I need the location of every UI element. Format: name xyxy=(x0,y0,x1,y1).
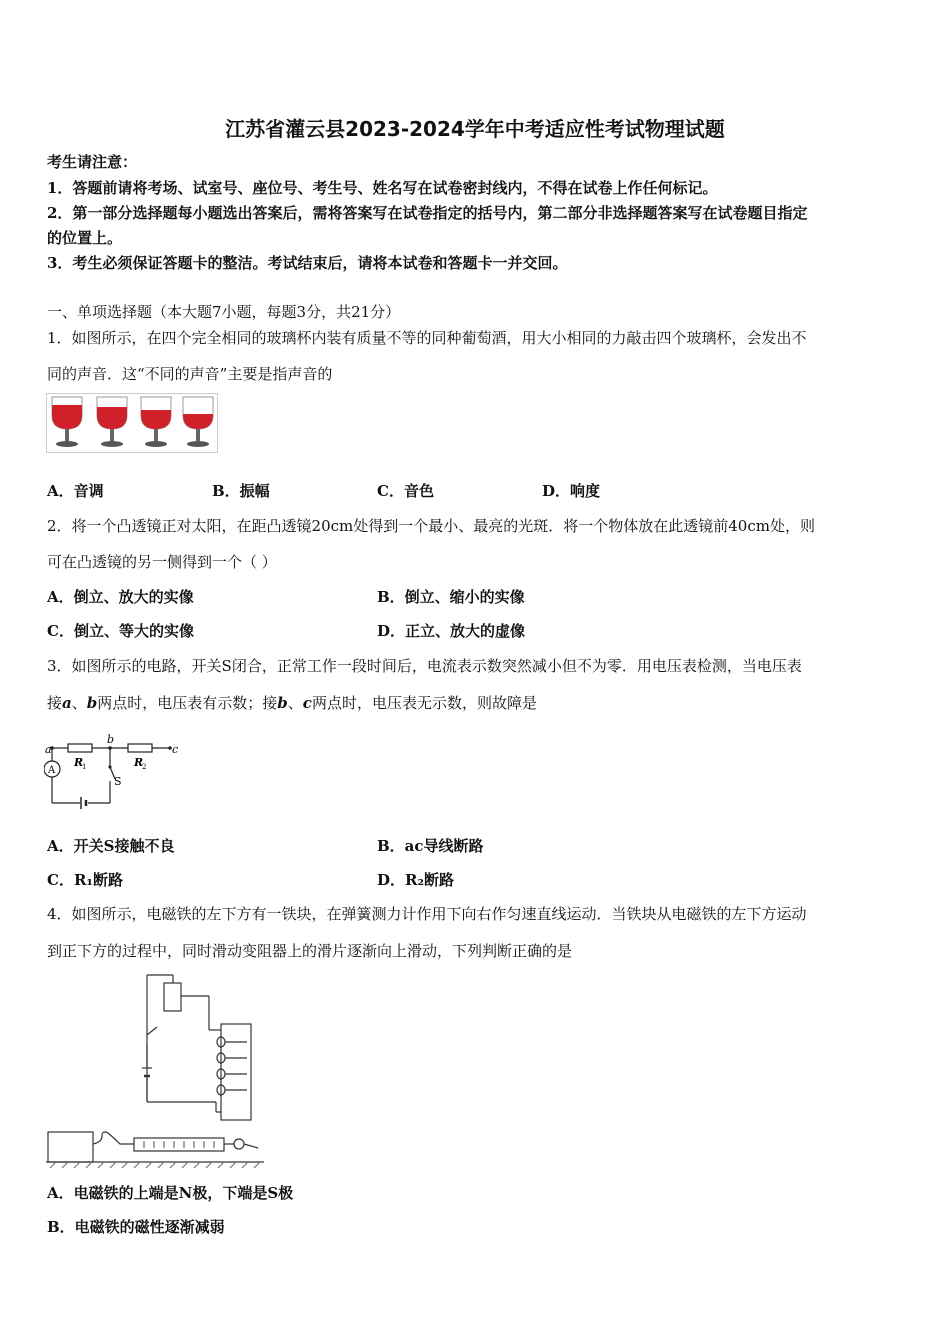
option-c: C．音色 xyxy=(377,482,434,500)
option-d: D．响度 xyxy=(542,482,601,500)
svg-text:a: a xyxy=(45,743,52,756)
svg-text:S: S xyxy=(114,775,122,788)
option-b: B．ac导线断路 xyxy=(377,837,484,855)
wine-glasses-figure xyxy=(46,393,218,453)
notice-item: 的位置上。 xyxy=(47,229,123,247)
question-4-text: 4．如图所示，电磁铁的左下方有一铁块，在弹簧测力计作用下向右作匀速直线运动．当铁块从电磁铁的左下方运动 xyxy=(47,905,807,923)
spring-scale xyxy=(134,1138,224,1151)
wine-glass-3 xyxy=(141,397,171,447)
notice-item: 1．答题前请将考场、试室号、座位号、考生号、姓名写在试卷密封线内，不得在试卷上作任何标记。 xyxy=(47,179,718,197)
section-heading: 一、单项选择题（本大题7小题，每题3分，共21分） xyxy=(47,303,401,321)
iron-block xyxy=(48,1132,93,1162)
wine-glass-1 xyxy=(52,397,82,447)
wine-glass-2 xyxy=(97,397,127,447)
svg-text:R: R xyxy=(134,756,144,769)
option-a: A．电磁铁的上端是N极，下端是S极 xyxy=(47,1184,294,1202)
question-2-text: 2．将一个凸透镜正对太阳，在距凸透镜20cm处得到一个最小、最亮的光斑．将一个物体放在此透镜前40cm处，则 xyxy=(47,517,815,535)
question-4-text: 到正下方的过程中，同时滑动变阻器上的滑片逐渐向上滑动，下列判断正确的是 xyxy=(47,942,573,960)
electromagnet-figure xyxy=(44,972,270,1172)
notice-item: 3．考生必须保证答题卡的整洁。考试结束后，请将本试卷和答题卡一并交回。 xyxy=(47,254,568,272)
option-a: A．音调 xyxy=(47,482,104,500)
option-b: B．振幅 xyxy=(212,482,270,500)
svg-text:R: R xyxy=(74,756,84,769)
option-b: B．倒立、缩小的实像 xyxy=(377,588,525,606)
svg-text:A: A xyxy=(48,765,56,776)
option-a: A．开关S接触不良 xyxy=(47,837,175,855)
notice-heading: 考生请注意： xyxy=(47,153,138,171)
option-a: A．倒立、放大的实像 xyxy=(47,588,194,606)
option-d: D．正立、放大的虚像 xyxy=(377,622,526,640)
svg-text:2: 2 xyxy=(142,763,147,771)
resistor-r2 xyxy=(128,744,152,752)
option-c: C．R₁断路 xyxy=(47,871,123,889)
resistor-r1 xyxy=(68,744,92,752)
question-3-text: 3．如图所示的电路，开关S闭合，正常工作一段时间后，电流表示数突然减小但不为零．用电压表检测，当电压表 xyxy=(47,657,802,675)
svg-text:1: 1 xyxy=(82,763,87,771)
circuit-diagram xyxy=(44,725,179,817)
question-1-text: 同的声音．这“不同的声音”主要是指声音的 xyxy=(47,365,333,383)
wine-glass-4 xyxy=(183,397,213,447)
option-c: C．倒立、等大的实像 xyxy=(47,622,194,640)
electromagnet xyxy=(221,1024,251,1120)
question-3-text: 接a、b两点时，电压表有示数；接b、c两点时，电压表无示数，则故障是 xyxy=(47,694,537,712)
svg-text:b: b xyxy=(107,733,115,746)
svg-text:c: c xyxy=(172,743,179,756)
rheostat xyxy=(164,983,181,1011)
option-d: D．R₂断路 xyxy=(377,871,455,889)
switch xyxy=(147,1027,157,1035)
question-1-text: 1．如图所示，在四个完全相同的玻璃杯内装有质量不等的同种葡萄酒，用大小相同的力敲击四个玻璃杯，会发出不 xyxy=(47,329,807,347)
notice-item: 2．第一部分选择题每小题选出答案后，需将答案写在试卷指定的括号内，第二部分非选择题答案写在试卷题目指定 xyxy=(47,204,808,222)
page-title: 江苏省灌云县2023-2024学年中考适应性考试物理试题 xyxy=(225,117,725,141)
question-2-text: 可在凸透镜的另一侧得到一个（ ） xyxy=(47,553,277,571)
option-b: B．电磁铁的磁性逐渐减弱 xyxy=(47,1218,225,1236)
